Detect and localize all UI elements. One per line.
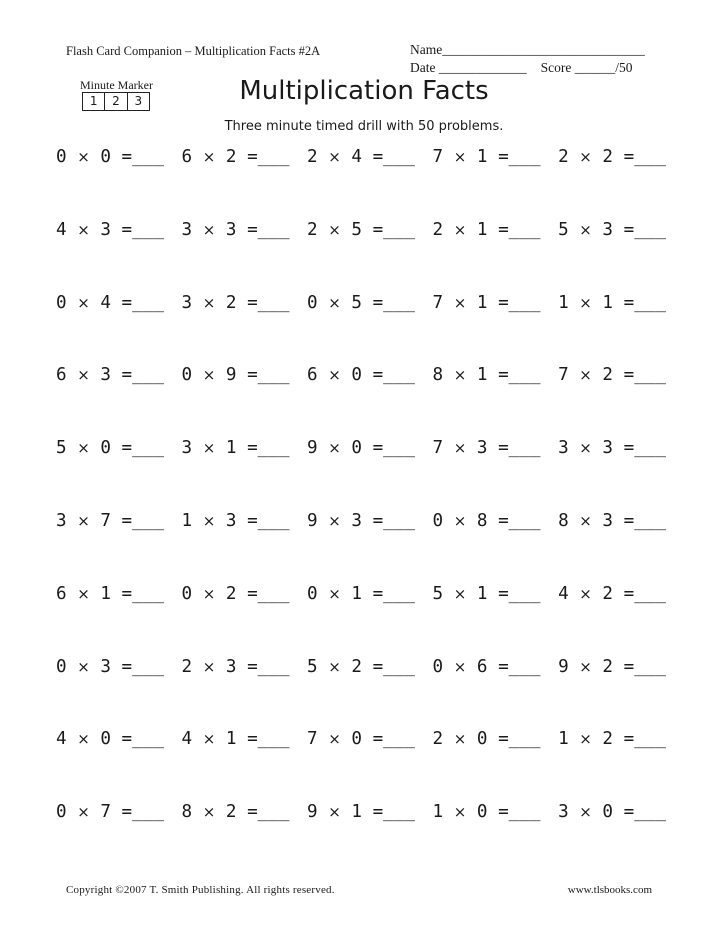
- answer-blank: =___: [372, 365, 415, 386]
- factor-b: 6: [476, 656, 488, 677]
- factor-a: 5: [432, 583, 444, 604]
- answer-blank: =___: [372, 292, 415, 313]
- factor-a: 6: [181, 147, 193, 167]
- factor-a: 7: [432, 438, 444, 459]
- times-operator: ×: [202, 439, 216, 458]
- factor-b: 4: [351, 147, 362, 167]
- factor-a: 0: [56, 292, 67, 313]
- problem: [182, 147, 290, 167]
- problem: [433, 657, 541, 677]
- times-operator: ×: [202, 293, 216, 312]
- problem-grid: [56, 147, 666, 875]
- problem-row: [56, 147, 666, 220]
- factor-b: 1: [476, 292, 488, 313]
- problem: [182, 584, 290, 604]
- times-operator: ×: [77, 584, 90, 603]
- answer-blank: =___: [372, 438, 415, 459]
- times-operator: ×: [328, 439, 341, 458]
- minute-marker-label: Minute Marker: [80, 78, 153, 92]
- factor-a: 0: [181, 583, 193, 604]
- times-operator: ×: [202, 803, 216, 822]
- answer-blank: =___: [623, 219, 666, 240]
- factor-a: 3: [181, 292, 193, 313]
- times-operator: ×: [579, 366, 592, 385]
- factor-a: 2: [307, 147, 318, 167]
- factor-a: 4: [558, 583, 569, 604]
- problem: [558, 438, 666, 458]
- answer-blank: =___: [623, 729, 666, 750]
- page-title: Multiplication Facts: [239, 76, 489, 106]
- times-operator: ×: [453, 803, 467, 822]
- times-operator: ×: [328, 584, 341, 603]
- times-operator: ×: [579, 148, 592, 166]
- factor-a: 0: [432, 510, 444, 531]
- factor-b: 0: [476, 729, 488, 750]
- answer-blank: =___: [121, 147, 164, 167]
- factor-a: 0: [56, 656, 67, 677]
- times-operator: ×: [202, 148, 216, 166]
- problem: [182, 729, 290, 749]
- factor-b: 5: [351, 219, 362, 240]
- factor-b: 1: [100, 583, 111, 604]
- factor-b: 2: [602, 365, 614, 386]
- problem-row: [56, 220, 666, 293]
- factor-b: 3: [100, 656, 111, 677]
- factor-a: 2: [181, 656, 193, 677]
- factor-a: 1: [558, 292, 569, 313]
- problem: [56, 365, 164, 385]
- factor-b: 1: [476, 365, 488, 386]
- factor-a: 0: [56, 802, 67, 823]
- factor-a: 6: [56, 365, 67, 386]
- problem: [182, 802, 290, 822]
- answer-blank: =___: [247, 802, 290, 823]
- problem: [433, 365, 541, 385]
- problem: [558, 147, 666, 167]
- minute-marker: [78, 79, 158, 111]
- problem: [182, 293, 290, 313]
- factor-b: 3: [602, 510, 614, 531]
- answer-blank: =___: [247, 219, 290, 240]
- factor-a: 7: [307, 729, 318, 750]
- answer-blank: =___: [121, 292, 164, 313]
- factor-a: 9: [307, 802, 318, 823]
- answer-blank: =___: [247, 292, 290, 313]
- problem: [433, 584, 541, 604]
- problem: [307, 293, 415, 313]
- problem: [558, 293, 666, 313]
- problem: [433, 438, 541, 458]
- factor-a: 1: [432, 802, 444, 823]
- answer-blank: =___: [623, 510, 666, 531]
- factor-b: 0: [351, 438, 362, 459]
- factor-a: 0: [432, 656, 444, 677]
- factor-b: 0: [351, 729, 362, 750]
- factor-b: 0: [351, 365, 362, 386]
- factor-b: 2: [351, 656, 362, 677]
- factor-a: 9: [307, 510, 318, 531]
- answer-blank: =___: [372, 802, 415, 823]
- times-operator: ×: [453, 148, 467, 166]
- answer-blank: =___: [247, 438, 290, 459]
- minute-marker-boxes: [82, 92, 150, 111]
- factor-b: 3: [602, 219, 614, 240]
- minute-box-3: 3: [134, 94, 143, 108]
- factor-b: 0: [100, 147, 111, 167]
- problem: [558, 365, 666, 385]
- factor-a: 2: [432, 729, 444, 750]
- problem: [307, 365, 415, 385]
- factor-a: 0: [307, 583, 318, 604]
- problem: [558, 511, 666, 531]
- factor-b: 3: [225, 510, 237, 531]
- factor-b: 1: [476, 219, 488, 240]
- factor-a: 3: [558, 802, 569, 823]
- problem: [182, 657, 290, 677]
- times-operator: ×: [202, 730, 216, 749]
- times-operator: ×: [77, 220, 90, 239]
- factor-a: 3: [181, 219, 193, 240]
- factor-a: 8: [432, 365, 444, 386]
- factor-a: 9: [558, 656, 569, 677]
- times-operator: ×: [328, 366, 341, 385]
- times-operator: ×: [453, 511, 467, 530]
- factor-a: 7: [432, 147, 444, 167]
- problem: [558, 729, 666, 749]
- factor-b: 7: [100, 510, 111, 531]
- problem: [56, 438, 164, 458]
- answer-blank: =___: [498, 147, 541, 167]
- problem: [307, 438, 415, 458]
- date-score-line: [410, 60, 632, 76]
- times-operator: ×: [328, 657, 341, 676]
- times-operator: ×: [77, 439, 90, 458]
- answer-blank: =___: [498, 583, 541, 604]
- answer-blank: =___: [498, 365, 541, 386]
- answer-blank: =___: [498, 510, 541, 531]
- times-operator: ×: [453, 439, 467, 458]
- answer-blank: =___: [372, 510, 415, 531]
- problem: [307, 802, 415, 822]
- factor-b: 0: [476, 802, 488, 823]
- factor-b: 3: [225, 219, 237, 240]
- factor-b: 2: [602, 729, 614, 750]
- problem: [558, 220, 666, 240]
- answer-blank: =___: [372, 147, 415, 167]
- problem-row: [56, 584, 666, 657]
- factor-a: 0: [181, 365, 193, 386]
- factor-b: 3: [100, 219, 111, 240]
- times-operator: ×: [579, 730, 592, 749]
- copyright-notice: Copyright ©2007 T. Smith Publishing. All rights reserved.: [66, 884, 335, 896]
- times-operator: ×: [77, 366, 90, 385]
- factor-b: 1: [225, 438, 237, 459]
- answer-blank: =___: [121, 802, 164, 823]
- factor-a: 9: [307, 438, 318, 459]
- problem: [307, 729, 415, 749]
- problem-row: [56, 438, 666, 511]
- factor-b: 1: [351, 802, 362, 823]
- factor-a: 3: [558, 438, 569, 459]
- answer-blank: =___: [121, 438, 164, 459]
- factor-a: 3: [56, 510, 67, 531]
- problem: [433, 729, 541, 749]
- factor-b: 2: [225, 802, 237, 823]
- factor-b: 0: [100, 438, 111, 459]
- times-operator: ×: [579, 803, 592, 822]
- times-operator: ×: [453, 657, 467, 676]
- factor-a: 2: [307, 219, 318, 240]
- problem-row: [56, 729, 666, 802]
- answer-blank: =___: [498, 802, 541, 823]
- answer-blank: =___: [623, 147, 666, 167]
- answer-blank: =___: [623, 365, 666, 386]
- factor-b: 2: [602, 656, 614, 677]
- problem: [307, 657, 415, 677]
- factor-b: 3: [225, 656, 237, 677]
- problem: [307, 147, 415, 167]
- times-operator: ×: [453, 584, 467, 603]
- times-operator: ×: [77, 657, 90, 676]
- answer-blank: =___: [372, 656, 415, 677]
- answer-blank: =___: [498, 656, 541, 677]
- factor-b: 9: [225, 365, 237, 386]
- times-operator: ×: [77, 148, 90, 166]
- factor-b: 2: [602, 583, 614, 604]
- factor-a: 1: [558, 729, 569, 750]
- answer-blank: =___: [623, 802, 666, 823]
- times-operator: ×: [579, 220, 592, 239]
- problem-row: [56, 293, 666, 366]
- factor-a: 6: [307, 365, 318, 386]
- answer-blank: =___: [498, 438, 541, 459]
- answer-blank: =___: [498, 292, 541, 313]
- answer-blank: =___: [372, 219, 415, 240]
- factor-a: 4: [56, 219, 67, 240]
- answer-blank: =___: [121, 365, 164, 386]
- factor-b: 1: [476, 583, 488, 604]
- times-operator: ×: [453, 293, 467, 312]
- problem: [307, 584, 415, 604]
- problem: [56, 220, 164, 240]
- answer-blank: =___: [372, 729, 415, 750]
- problem: [182, 220, 290, 240]
- times-operator: ×: [328, 220, 341, 239]
- factor-b: 1: [351, 583, 362, 604]
- answer-blank: =___: [623, 583, 666, 604]
- problem: [56, 729, 164, 749]
- worksheet-source: Flash Card Companion – Multiplication Facts #2A: [66, 44, 321, 58]
- times-operator: ×: [202, 220, 216, 239]
- answer-blank: =___: [498, 729, 541, 750]
- factor-a: 6: [56, 583, 67, 604]
- times-operator: ×: [579, 439, 592, 458]
- answer-blank: =___: [247, 583, 290, 604]
- times-operator: ×: [453, 730, 467, 749]
- factor-a: 7: [558, 365, 569, 386]
- name-field-label: Name______________________________: [410, 42, 645, 57]
- factor-a: 0: [307, 292, 318, 313]
- factor-b: 3: [602, 438, 614, 459]
- times-operator: ×: [202, 366, 216, 385]
- website-url: www.tlsbooks.com: [567, 884, 652, 896]
- problem-row: [56, 802, 666, 875]
- times-operator: ×: [328, 803, 341, 822]
- minute-box-2: 2: [105, 93, 127, 110]
- factor-b: 2: [225, 583, 237, 604]
- problem: [433, 147, 541, 167]
- times-operator: ×: [579, 657, 592, 676]
- factor-b: 0: [100, 729, 111, 750]
- problem: [56, 584, 164, 604]
- factor-b: 2: [225, 147, 237, 167]
- answer-blank: =___: [247, 147, 290, 167]
- factor-b: 7: [100, 802, 111, 823]
- times-operator: ×: [77, 293, 90, 312]
- times-operator: ×: [453, 366, 467, 385]
- times-operator: ×: [579, 293, 592, 312]
- score-field-label: Score ______/50: [540, 60, 633, 75]
- factor-a: 1: [181, 510, 193, 531]
- times-operator: ×: [579, 584, 592, 603]
- factor-a: 2: [432, 219, 444, 240]
- factor-a: 4: [181, 729, 193, 750]
- factor-b: 2: [225, 292, 237, 313]
- times-operator: ×: [202, 584, 216, 603]
- answer-blank: =___: [247, 365, 290, 386]
- problem: [433, 511, 541, 531]
- problem-row: [56, 365, 666, 438]
- problem-row: [56, 657, 666, 730]
- factor-b: 1: [476, 147, 488, 167]
- problem-row: [56, 511, 666, 584]
- factor-b: 2: [602, 147, 614, 167]
- factor-b: 4: [100, 292, 111, 313]
- factor-b: 3: [476, 438, 488, 459]
- problem: [433, 293, 541, 313]
- times-operator: ×: [202, 657, 216, 676]
- factor-b: 0: [602, 802, 614, 823]
- factor-a: 2: [558, 147, 569, 167]
- factor-b: 5: [351, 292, 362, 313]
- times-operator: ×: [579, 511, 592, 530]
- answer-blank: =___: [247, 510, 290, 531]
- problem: [56, 293, 164, 313]
- problem: [56, 657, 164, 677]
- times-operator: ×: [328, 511, 341, 530]
- times-operator: ×: [328, 148, 341, 166]
- problem: [433, 220, 541, 240]
- problem: [56, 802, 164, 822]
- minute-box-1: 1: [83, 93, 105, 110]
- answer-blank: =___: [623, 656, 666, 677]
- factor-a: 5: [56, 438, 67, 459]
- factor-a: 7: [432, 292, 444, 313]
- factor-b: 8: [476, 510, 488, 531]
- times-operator: ×: [453, 220, 467, 239]
- problem: [558, 584, 666, 604]
- answer-blank: =___: [247, 729, 290, 750]
- factor-b: 3: [100, 365, 111, 386]
- page-subtitle: Three minute timed drill with 50 problems.: [224, 119, 504, 134]
- factor-a: 0: [56, 147, 67, 167]
- problem: [56, 511, 164, 531]
- factor-a: 8: [558, 510, 569, 531]
- times-operator: ×: [328, 293, 341, 312]
- problem: [558, 657, 666, 677]
- problem: [182, 511, 290, 531]
- problem: [307, 511, 415, 531]
- problem: [182, 365, 290, 385]
- factor-a: 4: [56, 729, 67, 750]
- factor-a: 5: [558, 219, 569, 240]
- answer-blank: =___: [121, 583, 164, 604]
- answer-blank: =___: [623, 292, 666, 313]
- factor-a: 3: [181, 438, 193, 459]
- factor-a: 5: [307, 656, 318, 677]
- problem: [558, 802, 666, 822]
- problem: [56, 147, 164, 167]
- problem: [307, 220, 415, 240]
- date-field-label: Date _____________: [410, 60, 527, 75]
- factor-b: 1: [602, 292, 614, 313]
- answer-blank: =___: [121, 219, 164, 240]
- answer-blank: =___: [121, 510, 164, 531]
- answer-blank: =___: [372, 583, 415, 604]
- answer-blank: =___: [498, 219, 541, 240]
- times-operator: ×: [77, 730, 90, 749]
- factor-a: 8: [181, 802, 193, 823]
- answer-blank: =___: [121, 656, 164, 677]
- times-operator: ×: [202, 511, 216, 530]
- answer-blank: =___: [623, 438, 666, 459]
- times-operator: ×: [77, 511, 90, 530]
- times-operator: ×: [77, 803, 90, 822]
- answer-blank: =___: [247, 656, 290, 677]
- answer-blank: =___: [121, 729, 164, 750]
- times-operator: ×: [328, 730, 341, 749]
- problem: [433, 802, 541, 822]
- problem: [182, 438, 290, 458]
- factor-b: 1: [225, 729, 237, 750]
- factor-b: 3: [351, 510, 362, 531]
